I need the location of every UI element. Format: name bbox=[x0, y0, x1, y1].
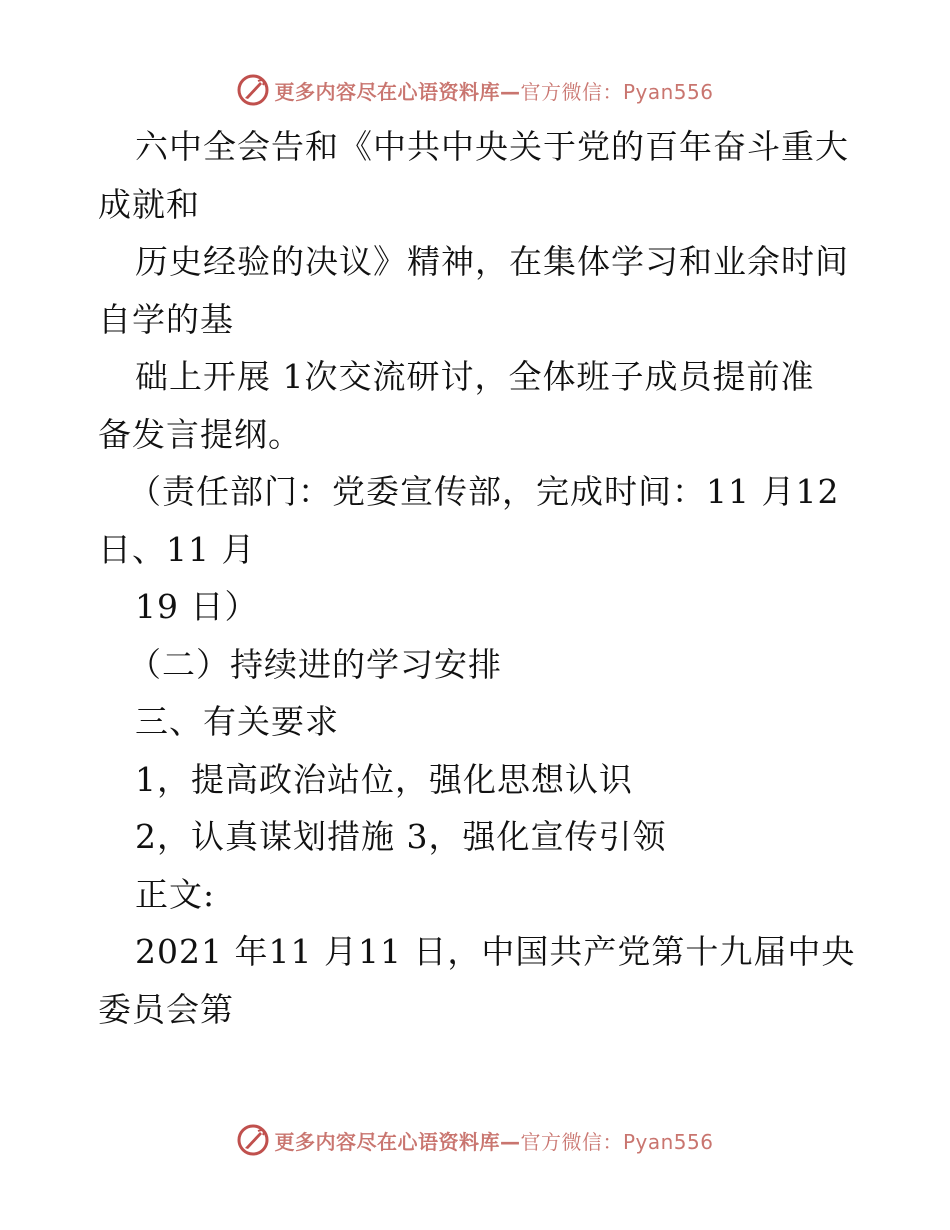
body-line: 日、11 月 bbox=[98, 529, 256, 569]
body-line: 1，提高政治站位，强化思想认识 bbox=[135, 759, 633, 799]
body-line: 备发言提纲。 bbox=[98, 414, 302, 454]
section-heading: 三、有关要求 bbox=[135, 702, 339, 741]
header-watermark bbox=[0, 70, 950, 110]
watermark-dash: — bbox=[499, 79, 521, 104]
watermark-wechat: 官方微信：Pyan556 bbox=[520, 79, 714, 104]
body-line: 自学的基 bbox=[98, 299, 234, 339]
watermark-dash: — bbox=[499, 1129, 521, 1154]
body-line: 正文: bbox=[135, 874, 216, 914]
footer-watermark bbox=[0, 1120, 950, 1160]
body-line: 委员会第 bbox=[98, 989, 234, 1029]
watermark-wechat: 官方微信：Pyan556 bbox=[520, 1129, 714, 1154]
body-line: 历史经验的决议》精神，在集体学习和业余时间 bbox=[135, 242, 849, 281]
body-line: 2，认真谋划措施 3，强化宣传引领 bbox=[135, 817, 667, 856]
watermark-text bbox=[274, 76, 713, 105]
body-line: 六中全会告和《中共中央关于党的百年奋斗重大 bbox=[135, 127, 849, 166]
section-heading: （二）持续进的学习安排 bbox=[128, 644, 502, 684]
quill-in-circle-icon bbox=[236, 1123, 270, 1157]
body-line: 础上开展 1次交流研讨，全体班子成员提前准 bbox=[135, 357, 815, 396]
watermark-brand: 更多内容尽在心语资料库 bbox=[274, 79, 500, 104]
body-line: 19 日） bbox=[135, 587, 259, 626]
quill-in-circle-icon bbox=[236, 73, 270, 107]
watermark-brand: 更多内容尽在心语资料库 bbox=[274, 1129, 500, 1154]
document-body bbox=[98, 118, 858, 1038]
body-line: （责任部门：党委宣传部，完成时间：11 月12 bbox=[128, 472, 840, 511]
body-line: 2021 年11 月11 日，中国共产党第十九届中央 bbox=[135, 932, 856, 971]
body-line: 成就和 bbox=[98, 184, 200, 224]
watermark-text bbox=[274, 1126, 713, 1155]
